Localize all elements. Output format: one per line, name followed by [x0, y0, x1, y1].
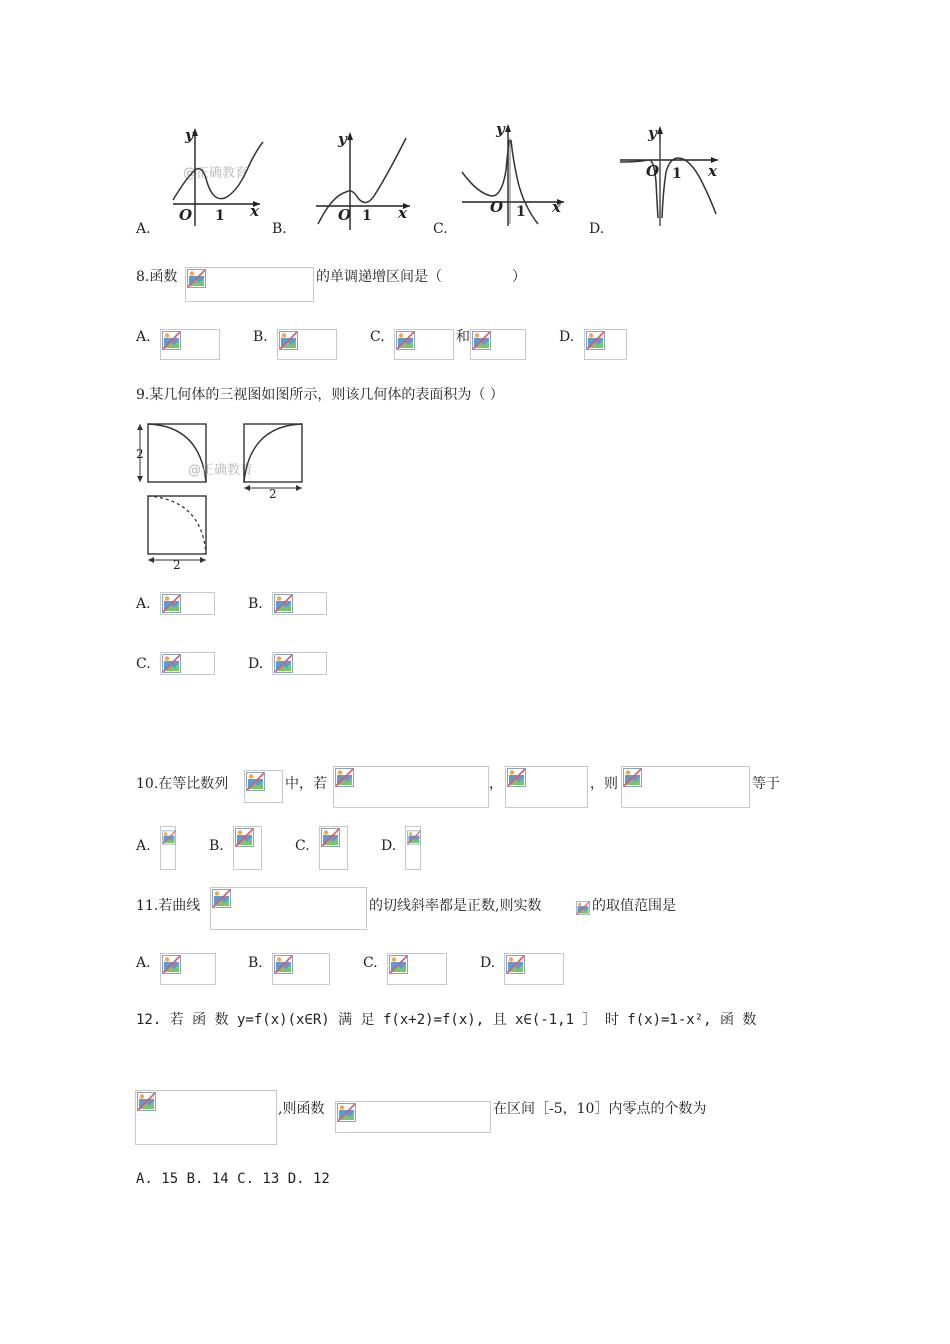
broken-image-icon — [335, 768, 354, 787]
svg-text:y: y — [648, 124, 657, 142]
broken-image-icon — [246, 772, 265, 791]
broken-image-icon — [187, 269, 206, 288]
broken-image-icon — [137, 1092, 156, 1111]
broken-image-icon — [321, 828, 340, 847]
q10-stem-mid2: ，则 — [590, 776, 618, 792]
q9-option-b-image — [272, 592, 327, 615]
broken-image-icon — [279, 331, 298, 350]
q10-stem-suffix: 等于 — [752, 776, 780, 792]
q7-graph-c — [458, 120, 570, 232]
svg-text:y: y — [496, 120, 505, 138]
q11-curve-image — [210, 887, 367, 930]
svg-text:O: O — [490, 198, 504, 216]
q11-variable-image — [576, 901, 591, 916]
svg-text:2: 2 — [269, 487, 277, 501]
q8-stem-close: ） — [512, 269, 526, 285]
broken-image-icon — [507, 768, 526, 787]
q11-stem-suffix: 的取值范围是 — [592, 898, 676, 914]
broken-image-icon — [162, 331, 181, 350]
q12-line2-mid: ,则函数 — [278, 1101, 325, 1117]
q12-function2-image — [335, 1101, 491, 1133]
broken-image-icon — [162, 594, 181, 613]
q7-graph-d — [618, 122, 724, 230]
q8-option-b-label: B. — [253, 329, 268, 345]
q7-graph-a — [165, 120, 270, 232]
q8-stem-suffix: 的单调递增区间是（ — [316, 269, 442, 285]
svg-text:2: 2 — [136, 447, 144, 461]
q7-option-c-label: C. — [433, 221, 448, 237]
broken-image-icon — [623, 768, 642, 787]
q11-option-a-image — [160, 953, 216, 985]
q8-formula-image — [185, 267, 314, 302]
q10-option-a-label: A. — [136, 838, 151, 854]
q10-option-c-label: C. — [295, 838, 310, 854]
q9-stem: 9.某几何体的三视图如图所示，则该几何体的表面积为（ ） — [136, 387, 504, 403]
q8-option-a-image — [160, 329, 220, 360]
broken-image-icon — [162, 654, 181, 673]
q9-option-c-label: C. — [136, 656, 151, 672]
q8-option-c-label: C. — [370, 329, 385, 345]
q11-option-d-label: D. — [480, 955, 496, 971]
broken-image-icon — [337, 1103, 356, 1122]
broken-image-icon — [235, 828, 254, 847]
svg-text:x: x — [398, 204, 407, 222]
broken-image-icon — [407, 828, 421, 847]
broken-image-icon — [274, 594, 293, 613]
q11-stem-mid: 的切线斜率都是正数,则实数 — [369, 898, 542, 914]
q8-option-c-image-2 — [470, 329, 526, 360]
q9-front-view — [134, 420, 254, 490]
q10-condition-image-1 — [333, 766, 489, 808]
q8-option-d-image — [584, 329, 627, 360]
q10-option-d-label: D. — [381, 838, 397, 854]
q8-stem-prefix: 8.函数 — [136, 269, 178, 285]
svg-text:2: 2 — [173, 558, 181, 572]
q12-line1: 12. 若 函 数 y=f(x)(x∈R) 满 足 f(x+2)=f(x), 且 x∈(-1,1 ］ 时 f(x)=1-x², 函 数 — [136, 1012, 757, 1028]
q10-stem-prefix: 10.在等比数列 — [136, 776, 229, 792]
q11-stem-prefix: 11.若曲线 — [136, 898, 201, 914]
q10-sequence-image — [244, 770, 283, 803]
svg-text:O: O — [338, 206, 352, 224]
q10-option-b-image — [233, 826, 262, 870]
broken-image-icon — [274, 654, 293, 673]
q10-option-d-image — [405, 826, 421, 870]
svg-text:1: 1 — [516, 204, 526, 220]
svg-text:x: x — [552, 198, 561, 216]
q10-condition-image-2 — [505, 766, 588, 808]
q9-option-a-image — [160, 592, 215, 615]
broken-image-icon — [576, 901, 590, 915]
svg-text:O: O — [646, 162, 660, 180]
q10-option-a-image — [160, 826, 176, 870]
q9-option-c-image — [160, 652, 215, 675]
watermark: @正确教育 — [188, 463, 254, 478]
q10-option-b-label: B. — [209, 838, 224, 854]
q11-option-c-image — [387, 953, 447, 985]
svg-text:O: O — [179, 206, 193, 224]
svg-text:x: x — [708, 162, 717, 180]
q11-option-a-label: A. — [136, 955, 151, 971]
q8-option-b-image — [277, 329, 337, 360]
q8-option-c-image-1 — [394, 329, 454, 360]
svg-text:x: x — [250, 202, 259, 220]
broken-image-icon — [274, 955, 293, 974]
svg-text:y: y — [185, 126, 194, 144]
q11-option-d-image — [504, 953, 564, 985]
q7-option-a-label: A. — [136, 221, 151, 237]
svg-text:1: 1 — [672, 166, 682, 182]
broken-image-icon — [586, 331, 605, 350]
q12-line2-suffix: 在区间［-5，10］内零点的个数为 — [493, 1101, 707, 1117]
q7-graph-b — [312, 126, 417, 236]
q9-side-view — [238, 420, 308, 500]
q9-top-view — [140, 492, 212, 570]
broken-image-icon — [506, 955, 525, 974]
q7-option-d-label: D. — [589, 221, 605, 237]
svg-text:1: 1 — [362, 208, 372, 224]
watermark: @正确教育 — [183, 166, 249, 181]
q10-comma: ， — [489, 776, 503, 792]
q11-option-c-label: C. — [363, 955, 378, 971]
q8-option-c-join: 和 — [456, 329, 470, 345]
broken-image-icon — [389, 955, 408, 974]
q12-options: A. 15 B. 14 C. 13 D. 12 — [136, 1171, 330, 1187]
q11-option-b-image — [272, 953, 330, 985]
broken-image-icon — [162, 828, 176, 847]
broken-image-icon — [212, 889, 231, 908]
broken-image-icon — [472, 331, 491, 350]
q9-option-d-label: D. — [248, 656, 264, 672]
q11-option-b-label: B. — [248, 955, 263, 971]
q9-option-d-image — [272, 652, 327, 675]
q12-function-image — [135, 1090, 277, 1145]
q8-option-a-label: A. — [136, 329, 151, 345]
q10-target-image — [621, 766, 750, 808]
broken-image-icon — [396, 331, 415, 350]
broken-image-icon — [162, 955, 181, 974]
q10-stem-mid1: 中，若 — [285, 776, 327, 792]
svg-text:y: y — [338, 130, 347, 148]
q8-option-d-label: D. — [559, 329, 575, 345]
q10-option-c-image — [319, 826, 348, 870]
q9-option-b-label: B. — [248, 596, 263, 612]
svg-text:1: 1 — [215, 208, 225, 224]
q9-option-a-label: A. — [136, 596, 151, 612]
q7-option-b-label: B. — [272, 221, 287, 237]
